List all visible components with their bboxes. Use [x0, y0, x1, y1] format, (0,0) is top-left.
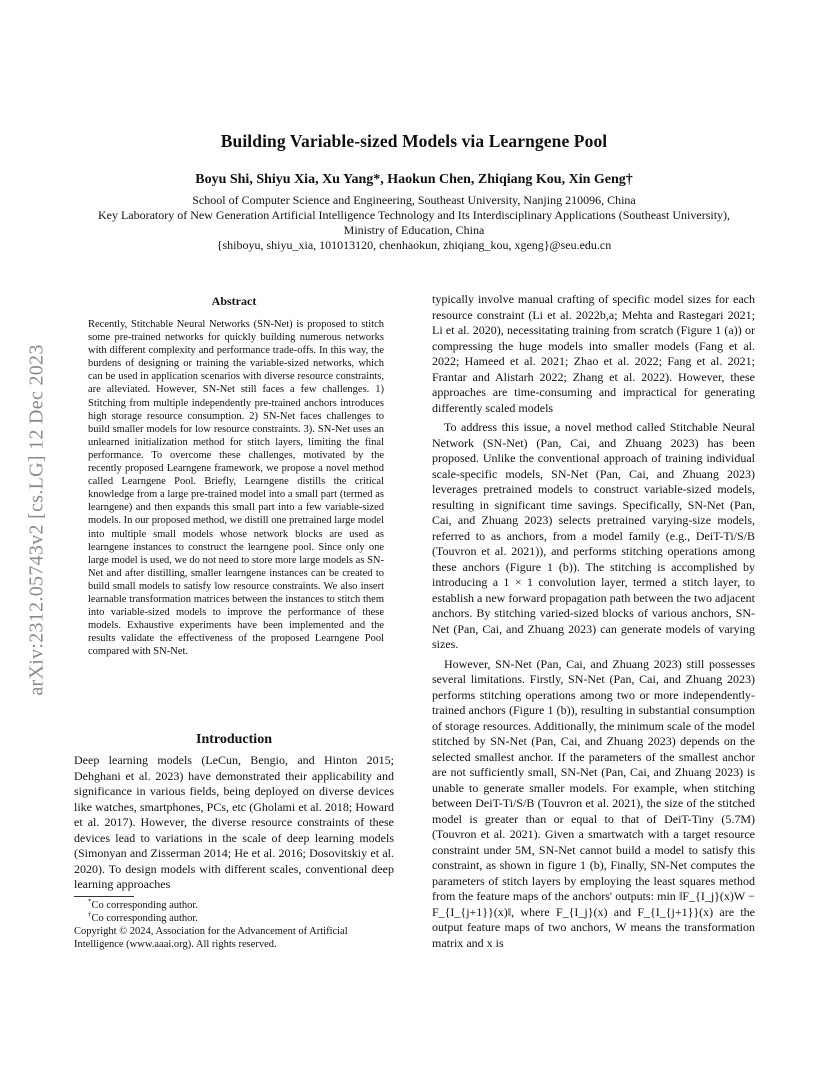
arxiv-sidebar — [25, 285, 49, 755]
copyright-notice: Copyright © 2024, Association for the Advancement of Artificial Intelligence (www.aaai.org). All rights reserved. — [74, 926, 348, 950]
footnote-1: *Co corresponding author. — [88, 897, 198, 911]
affiliation-2: Key Laboratory of New Generation Artificial Intelligence Technology and Its Interdisciplinary Applications (Southeast University), Ministry of Education, China — [97, 208, 731, 237]
footnotes — [74, 899, 394, 951]
introduction-heading: Introduction — [196, 732, 272, 747]
right-paragraph-3: However, SN-Net (Pan, Cai, and Zhuang 2023) still possesses several limitations. Firstly, SN-Net (Pan, Cai, and Zhuang 2023) performs stitching operations among two or more independently-trained anchors (Figure 1 (b)), resulting in substantial consumption of storage resources. Additionally, the minimum scale of the model stitched by SN-Net (Pan, Cai, and Zhuang 2023) depends on the selected smallest anchor. If the parameters of the smallest anchor are not sufficiently small, SN-Net (Pan, Cai, and Zhuang 2023) is unable to generate smaller models. For example, when stitching between DeiT-Ti/S/B (Touvron et al. 2021), the size of the stitched model is greater than or equal to that of DeiT-Tiny (5.7M) (Touvron et al. 2021). Given a smartwatch with a target resource constraint under 5M, SN-Net cannot build a model to satisfy this constraint, as shown in figure 1 (b), Finally, SN-Net computes the parameters of stitch layers by employing the least squares method from the feature maps of the anchors' outputs: min ‖F_{I_j}(x)W − F_{I_{j+1}}(x)‖, where F_{I_j}(x) and F_{I_{j+1}}(x) are the output feature maps of two anchors, W means the transformation matrix and x is — [432, 656, 755, 950]
footnote-1-text: Co corresponding author. — [91, 900, 198, 911]
right-column — [432, 292, 755, 951]
affiliation-1: School of Computer Science and Engineering, Southeast University, Nanjing 210096, China — [192, 193, 636, 207]
arxiv-identifier: arXiv:2312.05743v2 [cs.LG] 12 Dec 2023 — [25, 344, 48, 696]
abstract-heading: Abstract — [211, 294, 257, 308]
footnote-2-text: Co corresponding author. — [91, 913, 198, 924]
footnote-2: †Co corresponding author. — [88, 910, 198, 924]
abstract-text: Recently, Stitchable Neural Networks (SN-Net) is proposed to stitch some pre-trained networks for quickly building numerous networks with different complexity and performance trade-offs. In this way, the burdens of designing or training the variable-sized networks, which can be used in application scenarios with diverse resource constraints, are alleviated. However, SN-Net still faces a few challenges. 1) Stitching from multiple independently pre-trained anchors introduces high storage resource consumption. 2) SN-Net faces challenges to build smaller models for low resource constraints. 3). SN-Net uses an unlearned initialization method for stitch layers, limiting the final performance. To overcome these challenges, motivated by the recently proposed Learngene framework, we propose a novel method called Learngene Pool. Briefly, Learngene distills the critical knowledge from a large pre-trained model into a small part (termed as learngene) and then expands this small part into a few variable-sized models. In our proposed method, we distill one pretrained large model into multiple small models whose network blocks are used as learngene instances to construct the learngene pool. Since only one large model is used, we do not need to store more large models as SN-Net and after distilling, smaller learngene instances can be created to build small models to satisfy low resource constraints. We also insert learnable transformation matrices between the instances to stitch them into variable-sized models to improve the performance of these models. Exhaustive experiments have been implemented and the results validate the effectiveness of the proposed Learngene Pool compared with SN-Net. — [88, 319, 384, 658]
right-paragraph-2: To address this issue, a novel method called Stitchable Neural Network (SN-Net) (Pan, Cai, and Zhuang 2023) has been proposed. Unlike the conventional approach of training individual scale-specific models, SN-Net (Pan, Cai, and Zhuang 2023) leverages pretrained models to construct variable-sized models, resulting in significant time savings. Specifically, SN-Net (Pan, Cai, and Zhuang 2023) selects pretrained varying-size models, referred to as anchors, from a model family (e.g., DeiT-Ti/S/B (Touvron et al. 2021)), and performs stitching operations among these anchors (Figure 1 (b)). The stitching is accomplished by introducing a 1 × 1 convolution layer, termed a stitch layer, to establish a new forward propagation path between the two adjacent anchors. By stitching varied-sized blocks of various anchors, SN-Net (Pan, Cai, and Zhuang 2023) can generate models of varying sizes. — [432, 420, 755, 651]
paper-title: Building Variable-sized Models via Learngene Pool — [220, 131, 608, 151]
affiliations — [80, 193, 748, 253]
author-list: Boyu Shi, Shiyu Xia, Xu Yang*, Haokun Chen, Zhiqiang Kou, Xin Geng† — [195, 172, 633, 187]
intro-paragraph-1: Deep learning models (LeCun, Bengio, and Hinton 2015; Dehghani et al. 2023) have demonstrated their applicability and significance in various fields, being deployed on diverse devices like watches, smartphones, PCs, etc (Gholami et al. 2018; Howard et al. 2017). However, the diverse resource constraints of these devices lead to variations in the scale of deep learning models (Simonyan and Zisserman 2014; He et al. 2016; Dosovitskiy et al. 2020). To design models with different scales, conventional deep learning approaches — [74, 753, 394, 891]
introduction-text — [74, 753, 394, 893]
footnote-rule — [74, 896, 134, 897]
author-emails: {shiboyu, shiyu_xia, 101013120, chenhaokun, zhiqiang_kou, xgeng}@seu.edu.cn — [216, 238, 612, 252]
right-paragraph-1: typically involve manual crafting of specific model sizes for each resource constraint (Li et al. 2022b,a; Mehta and Rastegari 2021; Li et al. 2020), necessitating training from scratch (Figure 1 (a)) or compressing the huge models into smaller models (Fang et al. 2022; Hameed et al. 2021; Zhao et al. 2022; Fang et al. 2021; Frantar and Alistarh 2022; Zhang et al. 2022). However, these approaches are time-consuming and impractical for generating differently scaled models — [432, 292, 755, 415]
